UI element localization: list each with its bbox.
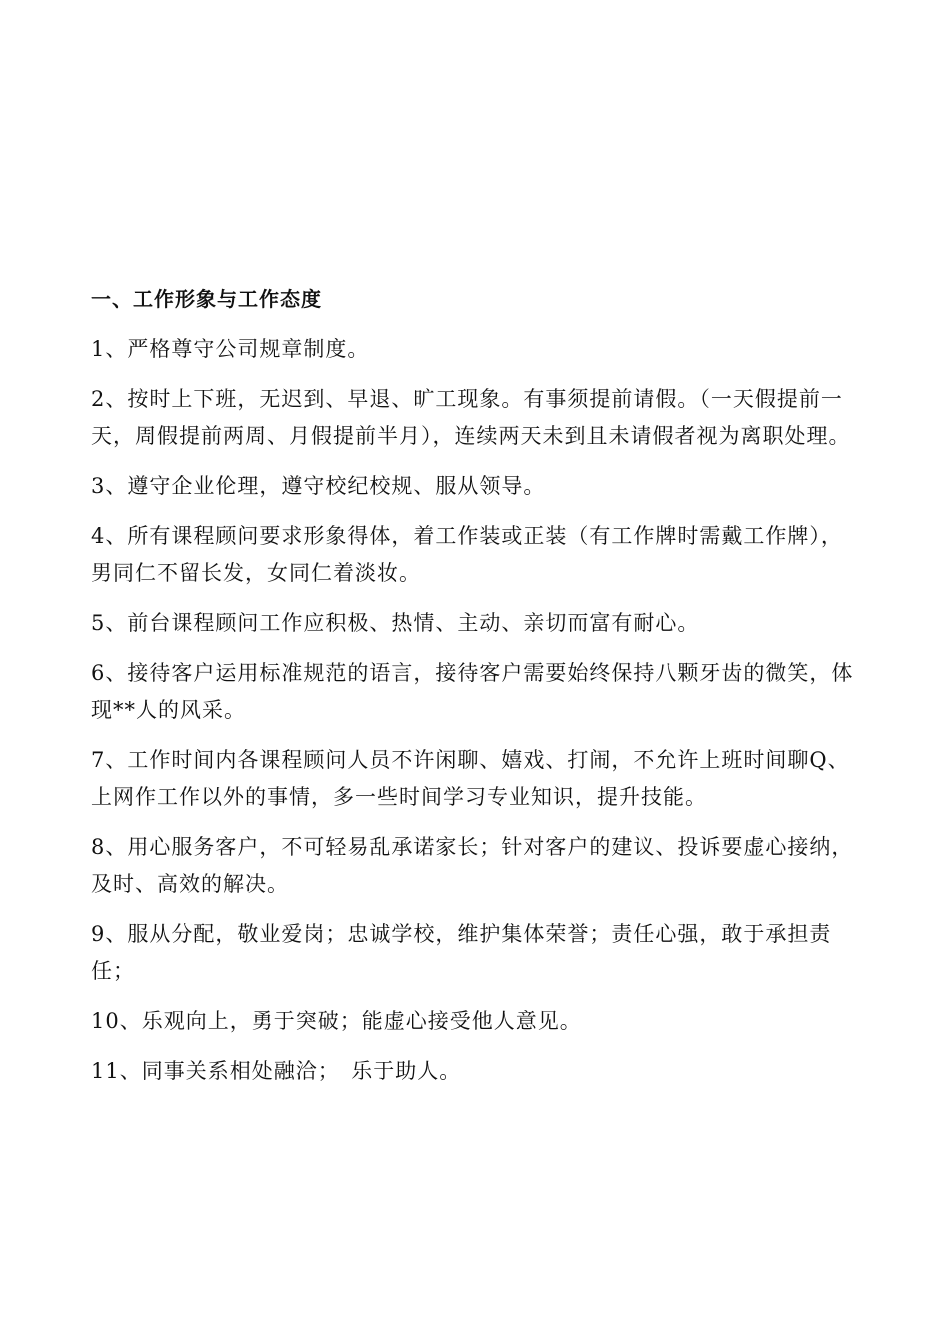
list-item: 9、服从分配，敬业爱岗；忠诚学校，维护集体荣誉；责任心强，敢于承担责任； [91, 922, 832, 983]
list-item: 11、同事关系相处融洽； 乐于助人。 [91, 1059, 462, 1083]
list-item: 4、所有课程顾问要求形象得体，着工作装或正装（有工作牌时需戴工作牌），男同仁不留长发，女同仁着淡妆。 [91, 524, 843, 585]
list-item: 5、前台课程顾问工作应积极、热情、主动、亲切而富有耐心。 [91, 611, 700, 635]
section-heading: 一、工作形象与工作态度 [91, 287, 322, 311]
list-item: 6、接待客户运用标准规范的语言，接待客户需要始终保持八颗牙齿的微笑，体现**人的风采。 [91, 661, 854, 722]
list-item: 3、遵守企业伦理，遵守校纪校规、服从领导。 [91, 474, 546, 498]
list-item: 10、乐观向上，勇于突破；能虚心接受他人意见。 [91, 1009, 582, 1033]
list-item: 7、工作时间内各课程顾问人员不许闲聊、嬉戏、打闹，不允许上班时间聊Q、上网作工作以外的事情，多一些时间学习专业知识，提升技能。 [91, 748, 850, 809]
document-body [91, 281, 861, 1103]
list-item: 8、用心服务客户，不可轻易乱承诺家长；针对客户的建议、投诉要虚心接纳，及时、高效的解决。 [91, 835, 854, 896]
list-item: 2、按时上下班，无迟到、早退、旷工现象。有事须提前请假。（一天假提前一天，周假提前两周、月假提前半月），连续两天未到且未请假者视为离职处理。 [91, 387, 851, 448]
list-item: 1、严格尊守公司规章制度。 [91, 337, 370, 361]
